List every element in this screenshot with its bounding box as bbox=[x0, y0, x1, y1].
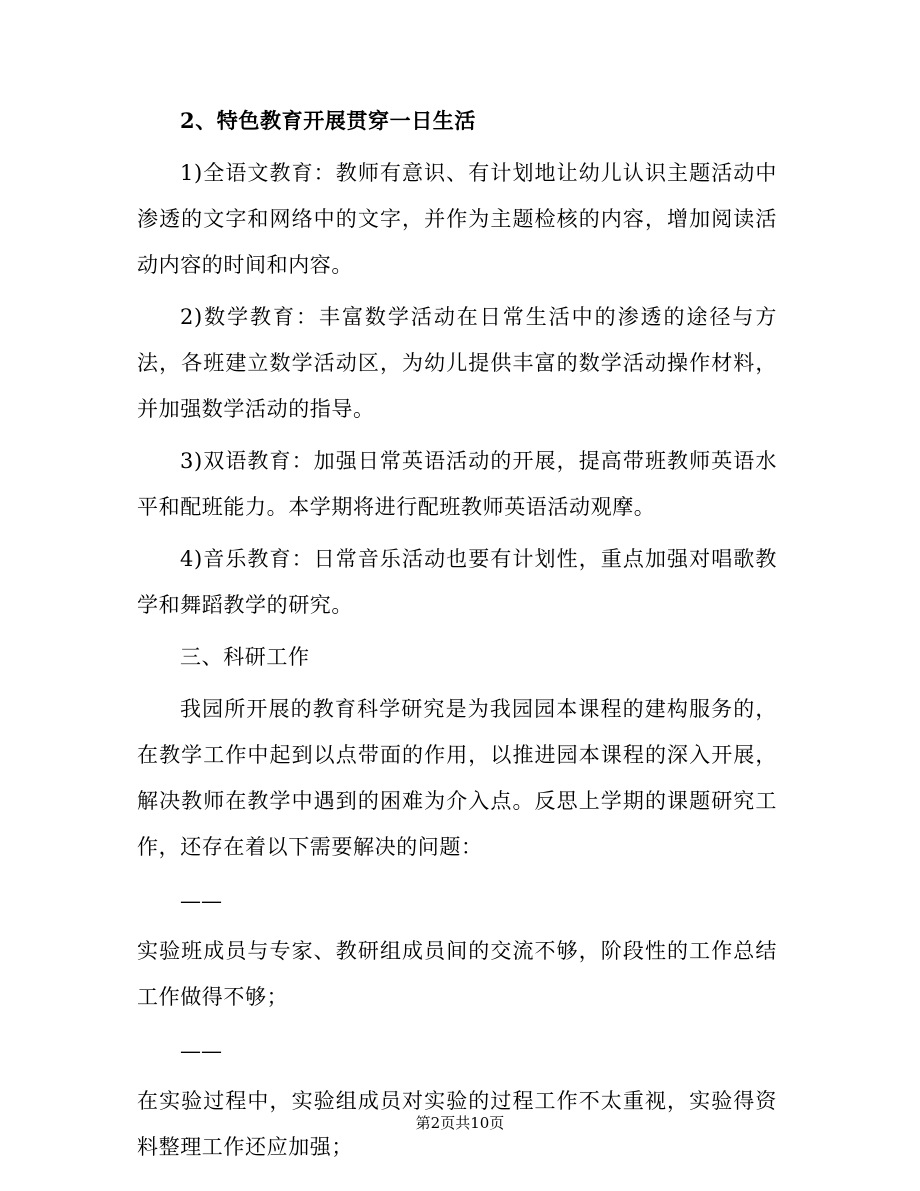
paragraph-item-3: 3)双语教育：加强日常英语活动的开展，提高带班教师英语水平和配班能力。本学期将进行配班教师英语活动观摩。 bbox=[137, 449, 777, 519]
paragraph-item-1: 1)全语文教育：教师有意识、有计划地让幼儿认识主题活动中渗透的文字和网络中的文字，并作为主题检核的内容，增加阅读活动内容的时间和内容。 bbox=[137, 161, 777, 277]
document-body bbox=[137, 98, 777, 1170]
section-title-3: 三、科研工作 bbox=[180, 645, 310, 669]
problem-paragraph-1: 实验班成员与专家、教研组成员间的交流不够，阶段性的工作总结工作做得不够； bbox=[137, 939, 777, 1009]
page-number-footer: 第2页共10页 bbox=[415, 1114, 505, 1132]
section-heading-2: 2、特色教育开展贯穿一日生活 bbox=[180, 108, 477, 133]
paragraph-item-2: 2)数学教育：丰富数学活动在日常生活中的渗透的途径与方法，各班建立数学活动区，为幼儿提供丰富的数学活动操作材料，并加强数学活动的指导。 bbox=[137, 305, 777, 421]
separator-dash-2: —— bbox=[180, 1039, 222, 1063]
separator-dash-1: —— bbox=[180, 889, 222, 913]
research-intro-paragraph: 我园所开展的教育科学研究是为我园园本课程的建构服务的，在教学工作中起到以点带面的作用，以推进园本课程的深入开展，解决教师在教学中遇到的困难为介入点。反思上学期的课题研究工作，还存在着以下需要解决的问题： bbox=[137, 697, 777, 859]
problem-paragraph-2: 在实验过程中，实验组成员对实验的过程工作不太重视，实验得资料整理工作还应加强； bbox=[137, 1089, 777, 1159]
paragraph-item-4: 4)音乐教育：日常音乐活动也要有计划性，重点加强对唱歌教学和舞蹈教学的研究。 bbox=[137, 547, 777, 617]
